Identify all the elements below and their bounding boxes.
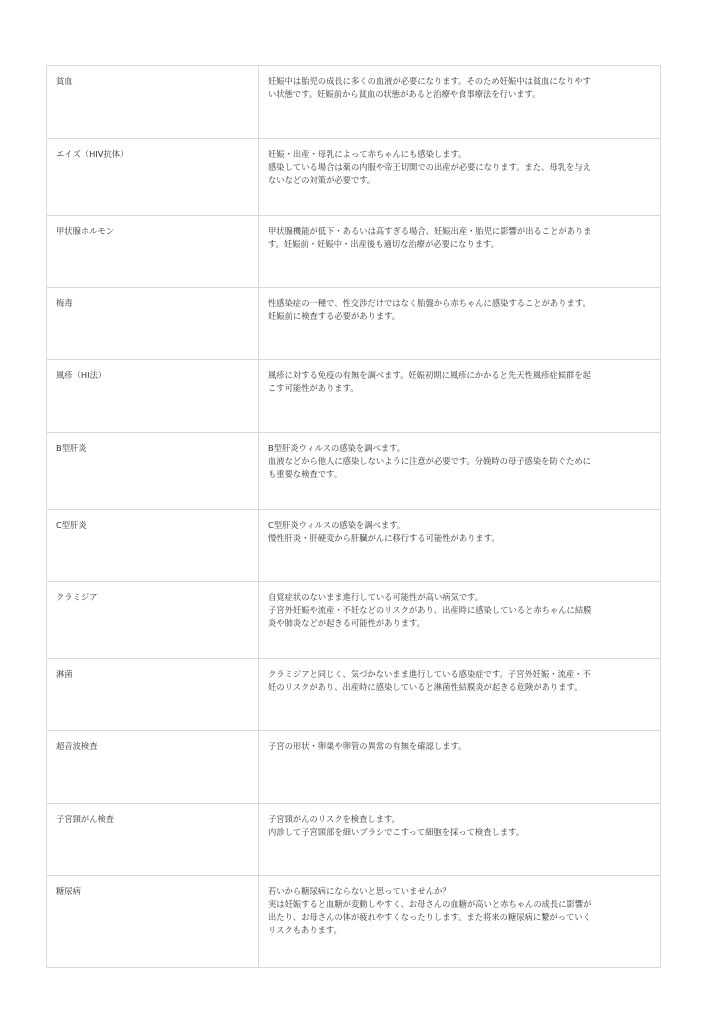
exam-description-cell bbox=[259, 731, 661, 804]
exam-description-line: 子宮頸がんのリスクを検査します。 bbox=[268, 814, 400, 824]
exam-name-cell bbox=[47, 139, 259, 216]
exam-description-line: 妊娠前に検査する必要があります。 bbox=[268, 311, 401, 321]
exam-name-cell bbox=[47, 66, 259, 139]
exam-name: 糖尿病 bbox=[56, 886, 81, 896]
exam-name: 淋菌 bbox=[56, 669, 73, 679]
exam-description-line: 子宮の形状・卵巣や卵管の異常の有無を確認します。 bbox=[268, 741, 467, 751]
exam-description-cell bbox=[259, 288, 661, 360]
table-row bbox=[47, 360, 661, 433]
exam-description-line: 妊娠中は胎児の成長に多くの血液が必要になります。そのため妊娠中は貧血になりやす bbox=[268, 76, 591, 86]
exam-name-cell bbox=[47, 510, 259, 582]
exam-name-cell bbox=[47, 433, 259, 510]
table-row bbox=[47, 66, 661, 139]
exam-description-line: リスクもあります。 bbox=[268, 925, 342, 935]
exam-description-line: こす可能性があります。 bbox=[268, 383, 359, 393]
exam-description-line: 実は妊娠すると血糖が変動しやすく、お母さんの血糖が高いと赤ちゃんの成長に影響が bbox=[268, 899, 592, 909]
exam-description-cell bbox=[259, 139, 661, 216]
table-row bbox=[47, 288, 661, 360]
exam-description-line: 妊娠・出産・母乳によって赤ちゃんにも感染します。 bbox=[268, 149, 467, 159]
exam-name-cell bbox=[47, 804, 259, 876]
exam-description-line: 妊のリスクがあり、出産時に感染していると淋菌性結膜炎が起きる危険があります。 bbox=[268, 682, 583, 692]
exam-name: 風疹（HI法） bbox=[56, 370, 107, 380]
exam-description-line: 子宮外妊娠や流産・不妊などのリスクがあり、出産時に感染していると赤ちゃんに結膜 bbox=[268, 605, 592, 615]
exam-description-line: クラミジアと同じく、気づかないまま進行している感染症です。子宮外妊娠・流産・不 bbox=[268, 669, 591, 679]
exam-description-line: 甲状腺機能が低下・あるいは高すぎる場合、妊娠出産・胎児に影響が出ることがありま bbox=[268, 226, 592, 236]
exam-name: クラミジア bbox=[56, 592, 98, 602]
table-row bbox=[47, 876, 661, 968]
exam-description-line: 感染している場合は薬の内服や帝王切開での出産が必要になります。また、母乳を与え bbox=[268, 162, 591, 172]
exam-name: 梅毒 bbox=[56, 298, 73, 308]
exam-description-line: 出たり、お母さんの体が疲れやすくなったりします。また将来の糖尿病に繋がっていく bbox=[268, 912, 591, 922]
exam-description-cell bbox=[259, 582, 661, 659]
exam-description-cell bbox=[259, 66, 661, 139]
table-row bbox=[47, 804, 661, 876]
exam-description-line: 慢性肝炎・肝硬変から肝臓がんに移行する可能性があります。 bbox=[268, 533, 500, 543]
exam-description-line: 若いから糖尿病にならないと思っていませんか？ bbox=[268, 886, 451, 896]
exam-name-cell bbox=[47, 876, 259, 968]
exam-table bbox=[46, 65, 661, 968]
exam-name: 子宮頸がん検査 bbox=[56, 814, 115, 824]
exam-description-cell bbox=[259, 360, 661, 433]
exam-description-cell bbox=[259, 659, 661, 731]
exam-description-line: B型肝炎ウィルスの感染を調べます。 bbox=[268, 443, 406, 453]
exam-description-line: 炎や肺炎などが起きる可能性があります。 bbox=[268, 618, 425, 628]
exam-description-line: も重要な検査です。 bbox=[268, 469, 343, 479]
table-row bbox=[47, 216, 661, 288]
exam-description-cell bbox=[259, 510, 661, 582]
exam-name: C型肝炎 bbox=[56, 520, 87, 530]
exam-description-line: い状態です。妊娠前から貧血の状態があると治療や食事療法を行います。 bbox=[268, 89, 541, 99]
exam-description-cell bbox=[259, 216, 661, 288]
exam-description-line: 血液などから他人に感染しないように注意が必要です。分娩時の母子感染を防ぐために bbox=[268, 456, 591, 466]
exam-name: 超音波検査 bbox=[56, 741, 98, 751]
exam-name: エイズ（HIV抗体） bbox=[56, 149, 129, 159]
exam-table-container bbox=[46, 65, 661, 968]
exam-description-line: 性感染症の一種で、性交渉だけではなく胎盤から赤ちゃんに感染することがあります。 bbox=[268, 298, 591, 308]
exam-description-cell bbox=[259, 433, 661, 510]
exam-name-cell bbox=[47, 288, 259, 360]
exam-description-line: 内診して子宮頸部を細いブラシでこすって細胞を採って検査します。 bbox=[268, 827, 525, 837]
exam-description-cell bbox=[259, 804, 661, 876]
exam-name-cell bbox=[47, 731, 259, 804]
table-row bbox=[47, 731, 661, 804]
exam-table-body bbox=[47, 66, 661, 968]
exam-name-cell bbox=[47, 582, 259, 659]
exam-name-cell bbox=[47, 216, 259, 288]
exam-name: 貧血 bbox=[56, 76, 73, 86]
exam-name-cell bbox=[47, 360, 259, 433]
exam-description-line: ないなどの対策が必要です。 bbox=[268, 175, 376, 185]
table-row bbox=[47, 433, 661, 510]
table-row bbox=[47, 659, 661, 731]
exam-name: B型肝炎 bbox=[56, 443, 87, 453]
exam-description-line: 自覚症状のないまま進行している可能性が高い病気です。 bbox=[268, 592, 484, 602]
table-row bbox=[47, 510, 661, 582]
exam-description-line: す。妊娠前・妊娠中・出産後も適切な治療が必要になります。 bbox=[268, 239, 499, 249]
exam-name: 甲状腺ホルモン bbox=[56, 226, 115, 236]
table-row bbox=[47, 582, 661, 659]
exam-description-cell bbox=[259, 876, 661, 968]
exam-name-cell bbox=[47, 659, 259, 731]
exam-description-line: C型肝炎ウィルスの感染を調べます。 bbox=[268, 520, 406, 530]
table-row bbox=[47, 139, 661, 216]
exam-description-line: 風疹に対する免疫の有無を調べます。妊娠初期に風疹にかかると先天性風疹症候群を起 bbox=[268, 370, 591, 380]
